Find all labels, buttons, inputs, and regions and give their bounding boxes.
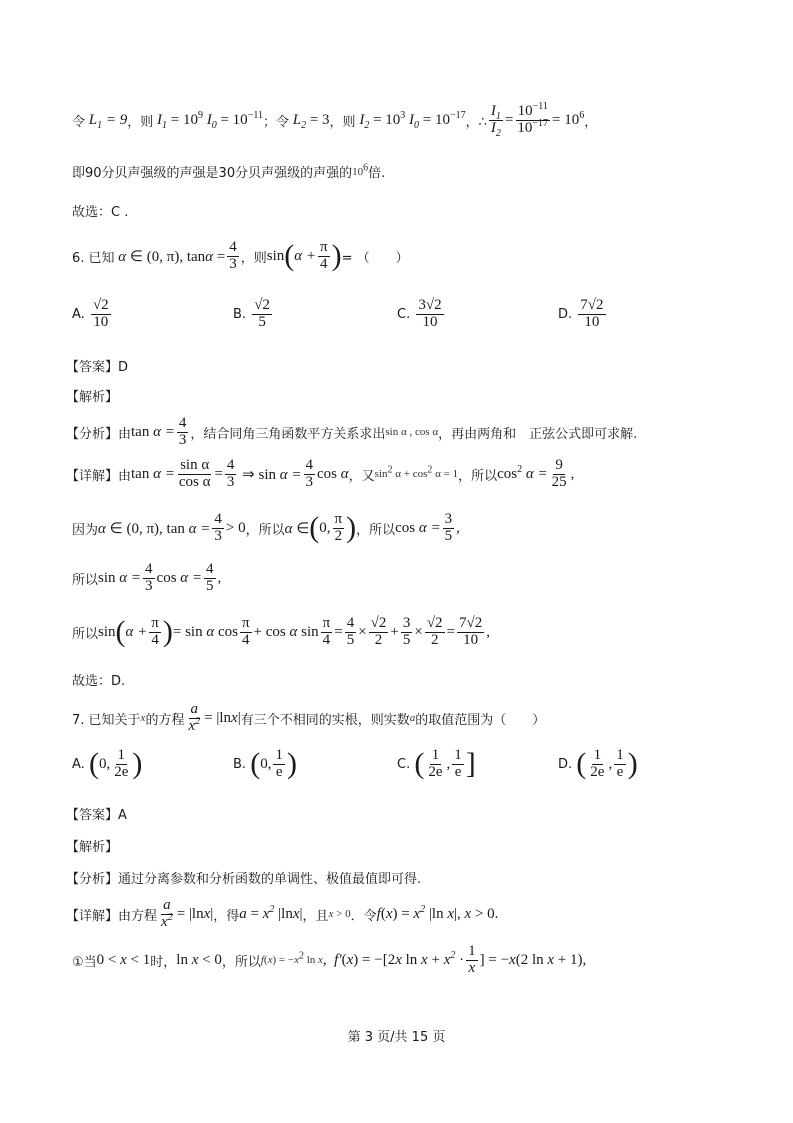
paren: ) <box>286 747 297 781</box>
paren: ( <box>414 747 425 781</box>
zero: 0, <box>98 755 111 772</box>
opt-label: C. <box>397 306 411 322</box>
xj6-b: ，又 <box>348 468 375 484</box>
frac-1-e: $\frac{1}{e}$ <box>275 747 283 780</box>
eq3: = <box>334 623 343 640</box>
frac-I1-I2: $\frac{I_1}{I_2}$ <box>490 103 501 139</box>
frac-r2-2b: $\frac{√2}{2}$ <box>426 615 443 648</box>
text-answer-7: 【答案】A <box>66 808 127 823</box>
times1: × <box>358 623 367 640</box>
math-sin3: sin <box>98 623 116 640</box>
math-x: x <box>140 712 146 725</box>
math-tan2: tan α = <box>131 465 175 482</box>
bracket: ] <box>465 747 476 781</box>
math-alpha-in: α ∈ <box>284 520 310 537</box>
q7-d: 的取值范围为（ ） <box>415 712 546 728</box>
opt-value: $\frac{√2}{5}$ <box>254 297 270 330</box>
frac-pi-4: $\frac{\pi}{4}$ <box>320 239 328 272</box>
comma5: , <box>322 951 335 968</box>
math-a-eq: $a = x^2$ |lnx| <box>239 903 303 922</box>
detail-6 <box>66 458 574 491</box>
c1-c: ，所以 <box>221 954 261 970</box>
frac-pi-2: $\frac{\pi}{2}$ <box>334 511 343 544</box>
paren-r3: ) <box>162 615 173 649</box>
math-identity: $\sin^2 \alpha + \cos^2 \alpha = 1$ <box>374 464 459 481</box>
math-L2: $L_2 = 3$ <box>288 111 330 131</box>
math-sin: sin <box>266 247 285 264</box>
paren: ) <box>627 747 638 781</box>
line-6c <box>72 562 221 595</box>
opt-label: B. <box>233 756 247 772</box>
l6d-a: 所以 <box>72 626 99 642</box>
fx6-b: ，结合同角三角函数平方关系求出 <box>190 426 386 442</box>
c1-b: 时， <box>150 954 177 970</box>
text-bei: 倍. <box>368 166 386 181</box>
frac-1-e: $\frac{1}{e}$ <box>454 747 462 780</box>
frac-1-e: $\frac{1}{e}$ <box>616 747 624 780</box>
text-ze: ，则 <box>127 114 154 130</box>
xj6-a: 【详解】由 <box>66 468 132 484</box>
line-intensity-ratio <box>72 101 598 139</box>
analysis-6 <box>66 416 637 449</box>
math-I2: $I_2 = 10^3$ $I_0 = 10^{-17}$ <box>355 109 466 131</box>
math-a: a <box>409 712 416 725</box>
q6-text-c: = （ ） <box>341 250 409 266</box>
frac-powers: $\frac{10^{-11}}{10^{-17}}$ <box>517 101 549 136</box>
frac-4-5b: $\frac{4}{5}$ <box>346 615 355 648</box>
math-alpha-plus: α + <box>294 247 317 264</box>
frac-9-25: $\frac{9}{25}$ <box>551 457 567 490</box>
comma3: , <box>217 569 222 586</box>
q7-b: 的方程 <box>145 712 185 728</box>
text-conclusion: 即90分贝声强级的声强是30分贝声强级的声强的 <box>72 166 353 181</box>
math-result: = $10^6$ <box>552 109 585 128</box>
math-implies: ⇒ sin α = <box>242 466 302 483</box>
q7-option-d[interactable] <box>558 748 638 781</box>
opt-value: $\frac{√2}{10}$ <box>92 297 109 330</box>
frac-4-5: $\frac{4}{5}$ <box>206 561 214 594</box>
math-cos4: cos α = <box>156 569 203 586</box>
comma4: , <box>486 623 491 640</box>
fx6-c: ，再由两角和 正弦公式即可求解. <box>438 426 638 442</box>
frac-1-2e: $\frac{1}{2e}$ <box>428 747 443 780</box>
expand2: + cos α sin <box>253 623 319 640</box>
comma: , <box>446 755 451 772</box>
comma2: , <box>456 519 460 536</box>
math-deriv2: ] = −x(2 ln x + 1), <box>479 951 587 968</box>
frac-4-3: $\frac{4}{3}$ <box>229 239 237 272</box>
paren: ( <box>576 747 587 781</box>
frac-sin-cos: $\frac{\text{sin α}}{\text{cos α}}$ <box>178 457 211 490</box>
alpha-plus2: α + <box>125 623 148 640</box>
math-sin-cos: sin α , cos α <box>385 426 439 439</box>
case-1 <box>72 944 586 977</box>
opt-value: $\frac{3√2}{10}$ <box>418 297 442 330</box>
math-fx: $f(x) = x^2$ |ln x|, x > 0 <box>376 903 495 922</box>
frac-3-5: $\frac{3}{5}$ <box>444 511 453 544</box>
q7-option-b[interactable] <box>233 748 297 781</box>
eq4: = <box>446 623 456 640</box>
xj6-c: ，所以 <box>458 468 498 484</box>
math-tan: tan α = <box>131 423 175 440</box>
frac-pi-4b: $\frac{\pi}{4}$ <box>151 615 159 648</box>
frac-3-5b: $\frac{3}{5}$ <box>402 615 411 648</box>
expand1: = sin α cos <box>172 623 238 640</box>
opt-label: A. <box>72 756 85 772</box>
comma: , <box>608 755 613 772</box>
line-choose-c <box>72 201 128 220</box>
text-jiexi-6: 【解析】 <box>66 390 119 405</box>
math-sin2: sin α = <box>98 569 142 586</box>
text-comma: ， <box>584 114 598 130</box>
frac-7r2-10: $\frac{7√2}{10}$ <box>459 615 483 648</box>
paren: ) <box>132 747 143 781</box>
frac-4-3b: $\frac{4}{3}$ <box>178 415 187 448</box>
frac-4-3c: $\frac{4}{3}$ <box>226 457 235 490</box>
math-I1: $I_1 = 10^9$ $I_0 = 10^{-11}$ <box>153 109 263 131</box>
frac-1-2e: $\frac{1}{2e}$ <box>114 747 129 780</box>
paren-l3: ( <box>115 615 126 649</box>
q6-text-b: ，则 <box>240 250 267 266</box>
l6b-b: ，所以 <box>245 522 285 538</box>
paren-right: ) <box>331 239 342 273</box>
q6-option-d[interactable] <box>558 298 608 331</box>
text-therefore: ，∴ <box>465 114 487 130</box>
q6-option-a[interactable] <box>72 298 113 331</box>
opt-label: A. <box>72 306 85 322</box>
math-lnx-lt0: ln x < 0 <box>176 951 222 968</box>
xj7-c: ，且 <box>302 908 329 924</box>
math-cos: cos α <box>317 465 349 482</box>
paren-l2: ( <box>309 511 320 545</box>
fx6-a: 【分析】由 <box>66 426 132 442</box>
l6b-a: 因为 <box>72 522 99 538</box>
opt-label: C. <box>397 756 411 772</box>
frac-4-3d: $\frac{4}{3}$ <box>305 457 313 490</box>
jiexi-7 <box>66 836 118 855</box>
line-6b <box>72 512 460 545</box>
paren-r2: ) <box>346 511 357 545</box>
frac-pi-4d: $\frac{\pi}{4}$ <box>322 615 331 648</box>
math-fx-neg: $f(x) = -x^2$ ln x <box>260 950 323 967</box>
line-6d <box>72 616 490 649</box>
frac-1-x: $\frac{1}{x}$ <box>468 943 476 976</box>
math-range2: α ∈ (0, π), tan α = <box>98 520 211 537</box>
math-alpha-range: α ∈ (0, π), tanα = <box>114 248 226 265</box>
paren-left: ( <box>284 239 295 273</box>
math-deriv: f′(x) = −[2x $\ln x + x^2$ · <box>334 949 465 968</box>
xj7-a: 【详解】由方程 <box>66 908 158 924</box>
q7-option-c[interactable] <box>397 748 476 781</box>
page-footer <box>0 1026 793 1045</box>
c1-a: ①当 <box>72 954 97 970</box>
times2: × <box>414 623 423 640</box>
text-fx7: 【分析】通过分离参数和分析函数的单调性、极值最值即可得. <box>66 872 422 887</box>
frac-1-2e: $\frac{1}{2e}$ <box>590 747 605 780</box>
frac-4-3f: $\frac{4}{3}$ <box>145 561 153 594</box>
math-L1: $L_1 = 9$ <box>85 111 128 131</box>
eq-sign: = <box>504 111 514 128</box>
math-10-6: $10^6$ <box>352 161 369 178</box>
q6-text-a: 6. 已知 <box>72 250 115 266</box>
math-lnx2: = |lnx| <box>176 905 214 922</box>
l6b-c: ，所以 <box>356 522 396 538</box>
text-choose-c: 故选：C . <box>72 205 129 220</box>
zero: 0, <box>319 519 331 536</box>
text-answer-6: 【答案】D <box>66 360 129 375</box>
frac-pi-4c: $\frac{\pi}{4}$ <box>241 615 250 648</box>
question-7-stem <box>72 702 545 735</box>
q7-c: 有三个不相同的实根，则实数 <box>240 712 410 728</box>
analysis-7 <box>66 868 421 887</box>
zero: 0, <box>260 755 272 772</box>
comma: , <box>570 465 575 482</box>
l6c-a: 所以 <box>72 572 99 588</box>
answer-7 <box>66 804 127 823</box>
q7-option-a[interactable] <box>72 748 142 781</box>
eq2: = <box>214 465 223 482</box>
text-jiexi-7: 【解析】 <box>66 840 119 855</box>
xj7-d: ．令 <box>350 908 377 924</box>
detail-7 <box>66 898 498 931</box>
opt-label: B. <box>233 306 247 322</box>
line-conclusion <box>72 162 385 181</box>
math-cos3: cos α = <box>395 519 441 536</box>
frac-a-x2: $\frac{a}{x^2}$ <box>188 701 201 734</box>
math-range-x: 0 < x < 1 <box>96 951 151 968</box>
page-number: 第 3 页/共 15 页 <box>347 1030 446 1045</box>
question-6-stem <box>72 240 409 273</box>
math-cos2: $\cos^2 \alpha$ = <box>497 463 548 482</box>
answer-6 <box>66 356 128 375</box>
line-choose-d <box>72 670 125 689</box>
q6-option-b[interactable] <box>233 298 274 331</box>
text-ze2: ，则 <box>329 114 356 130</box>
q7-a: 7. 已知关于 <box>72 712 141 728</box>
math-x-gt0: x > 0 <box>328 908 351 921</box>
xj7-b: ，得 <box>213 908 240 924</box>
text-choose-d: 故选：D. <box>72 674 126 689</box>
frac-4-3e: $\frac{4}{3}$ <box>214 511 222 544</box>
gt0: > 0 <box>225 519 246 536</box>
text-ling: 令 <box>72 114 86 130</box>
paren: ( <box>250 747 261 781</box>
jiexi-6 <box>66 386 118 405</box>
plus: + <box>390 623 399 640</box>
q6-option-c[interactable] <box>397 298 446 331</box>
frac-r2-2: $\frac{√2}{2}$ <box>370 615 387 648</box>
frac-a-x2b: $\frac{a}{x^2}$ <box>161 897 173 930</box>
math-lnx: = |lnx| <box>204 709 241 726</box>
opt-label: D. <box>558 306 573 322</box>
paren: ( <box>88 747 99 781</box>
opt-value: $\frac{7√2}{10}$ <box>580 297 604 330</box>
opt-label: D. <box>558 756 573 772</box>
text-ling2: ；令 <box>262 114 289 130</box>
period: . <box>494 905 499 922</box>
